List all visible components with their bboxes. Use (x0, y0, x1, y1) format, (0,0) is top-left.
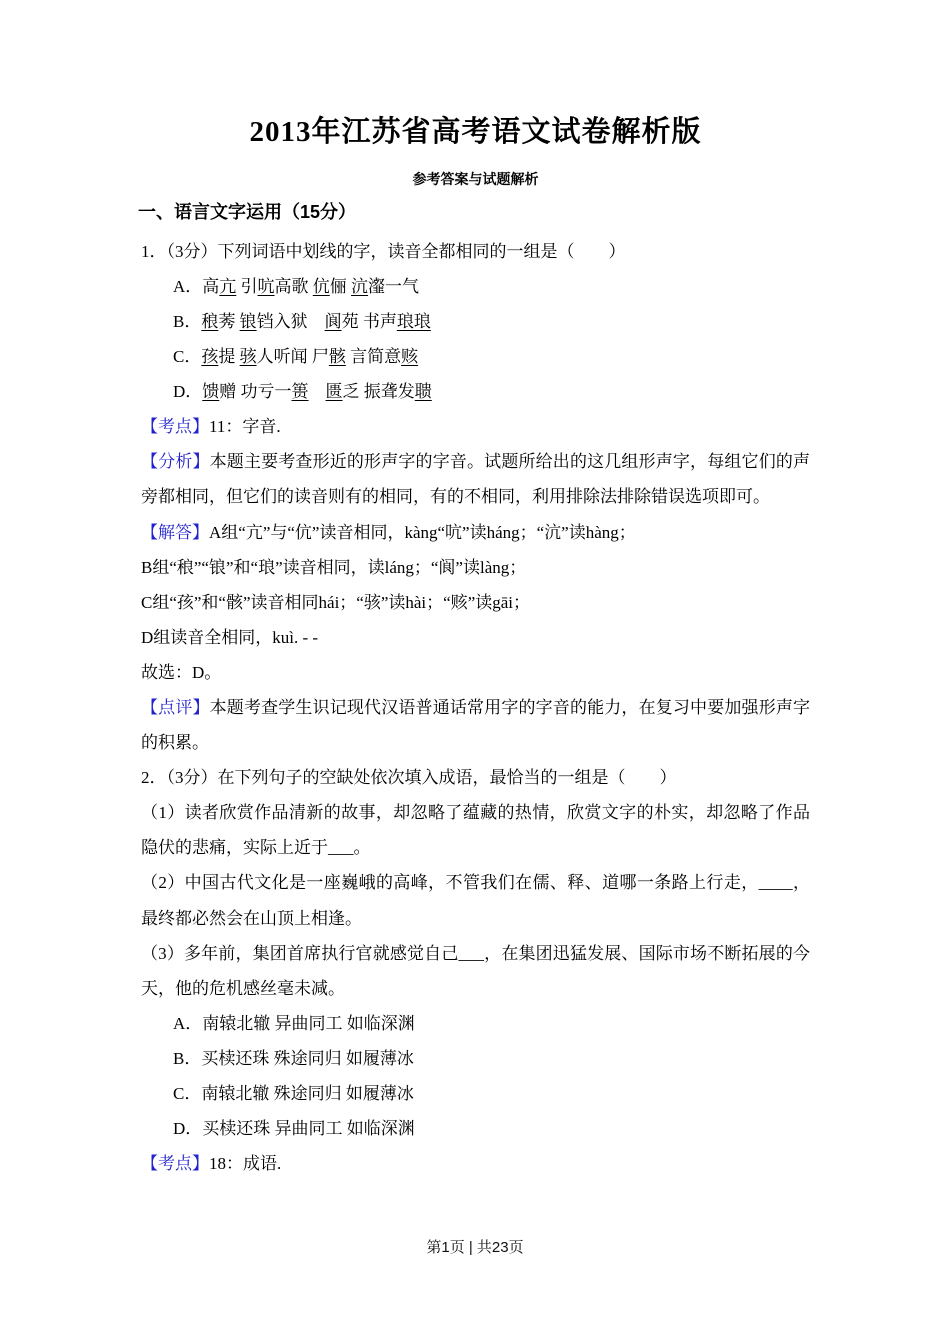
q1-comment (141, 690, 810, 760)
q1-option-c-text: 孩提 骇人听闻 尸骸 言简意赅 (201, 347, 419, 367)
q2-number: 2． (141, 768, 167, 788)
q2-option-d (141, 1111, 810, 1146)
q2-stem (141, 760, 810, 795)
q2-option-c-text: 南辕北辙 殊途同归 如履薄冰 (201, 1084, 414, 1104)
q1-option-d (141, 374, 810, 409)
q2-option-b (141, 1041, 810, 1076)
q2-stem-text: （3分）在下列句子的空缺处依次填入成语，最恰当的一组是（ ） (166, 768, 677, 788)
q1-option-c-label: C． (173, 347, 202, 367)
section-heading: 一、语言文字运用（15分） (138, 202, 357, 223)
page-title: 2013年江苏省高考语文试卷解析版 (249, 116, 702, 148)
q2-option-b-label: B． (173, 1048, 202, 1068)
q2-sub-item-2: （2）中国古代文化是一座巍峨的高峰，不管我们在儒、释、道哪一条路上行走，____，最终都必然会在山顶上相逢。 (141, 873, 810, 928)
q1-option-c (141, 339, 810, 374)
q1-answer-line-b: B组“稂”“锒”和“琅”读音相同，读láng；“阆”读làng； (141, 557, 527, 577)
q1-keypoint-text: 11：字音. (209, 417, 281, 437)
q1-answer-line-c: C组“孩”和“骸”读音相同hái；“骇”读hài；“赅”读gāi； (141, 592, 531, 612)
q1-option-b-label: B． (173, 311, 202, 331)
page-subtitle: 参考答案与试题解析 (412, 170, 539, 187)
q2-keypoint (141, 1146, 810, 1181)
q1-answer-a-text: A组“亢”与“伉”读音相同，kàng“吭”读háng；“沆”读hàng； (209, 522, 636, 542)
q2-option-c (141, 1076, 810, 1111)
q2-option-d-label: D． (173, 1119, 203, 1139)
q1-option-d-text: 馈赠 功亏一篑 匮乏 振聋发聩 (202, 382, 432, 402)
q2-option-d-text: 买椟还珠 异曲同工 如临深渊 (202, 1119, 415, 1139)
q1-stem (141, 234, 810, 269)
q1-answer-line-d: D组读音全相同，kuì. - - (141, 627, 319, 647)
answer-label: 【解答】 (141, 522, 209, 542)
q1-comment-text: 本题考查学生识记现代汉语普通话常用字的字音的能力，在复习中要加强形声字的积累。 (141, 698, 811, 753)
q2-option-c-label: C． (173, 1084, 202, 1104)
q2-option-a-text: 南辕北辙 异曲同工 如临深渊 (202, 1013, 415, 1033)
q1-stem-text: （3分）下列词语中划线的字，读音全都相同的一组是（ ） (166, 241, 626, 261)
q1-option-d-label: D． (173, 382, 203, 402)
q1-analysis-text: 本题主要考查形近的形声字的字音。试题所给出的这几组形声字，每组它们的声旁都相同，但它们的读音则有的相同，有的不相同，利用排除法排除错误选项即可。 (141, 452, 811, 507)
q1-answer-conclusion: 故选：D。 (141, 662, 222, 682)
document-body (141, 234, 810, 1182)
keypoint-label: 【考点】 (141, 1154, 209, 1174)
page-footer: 第1页 | 共23页 (426, 1239, 524, 1256)
q2-sub-item-3: （3）多年前，集团首席执行官就感觉自己___，在集团迅猛发展、国际市场不断拓展的今天，他的危机感丝毫未减。 (141, 943, 810, 998)
document-content (138, 0, 811, 1181)
q1-number: 1． (141, 241, 167, 261)
q1-analysis (141, 444, 810, 514)
q1-answer-line-a (141, 515, 810, 550)
q2-sub-item-1: （1）读者欣赏作品清新的故事，却忽略了蕴藏的热情，欣赏文字的朴实，却忽略了作品隐伏的悲痛，实际上近于___。 (141, 803, 810, 858)
q2-option-a-label: A． (173, 1013, 203, 1033)
q2-option-a (141, 1006, 810, 1041)
q1-keypoint (141, 409, 810, 444)
analysis-label: 【分析】 (141, 452, 210, 472)
comment-label: 【点评】 (141, 698, 210, 717)
q1-option-b (141, 304, 810, 339)
q1-option-a (141, 269, 810, 304)
keypoint-label: 【考点】 (141, 417, 209, 437)
q1-option-a-text: 高亢 引吭高歌 伉俪 沆瀣一气 (202, 276, 420, 296)
q1-option-b-text: 稂莠 锒铛入狱 阆苑 书声琅琅 (201, 311, 431, 331)
q2-keypoint-text: 18：成语. (209, 1154, 282, 1174)
q1-option-a-label: A． (173, 276, 203, 296)
q2-option-b-text: 买椟还珠 殊途同归 如履薄冰 (201, 1048, 414, 1068)
